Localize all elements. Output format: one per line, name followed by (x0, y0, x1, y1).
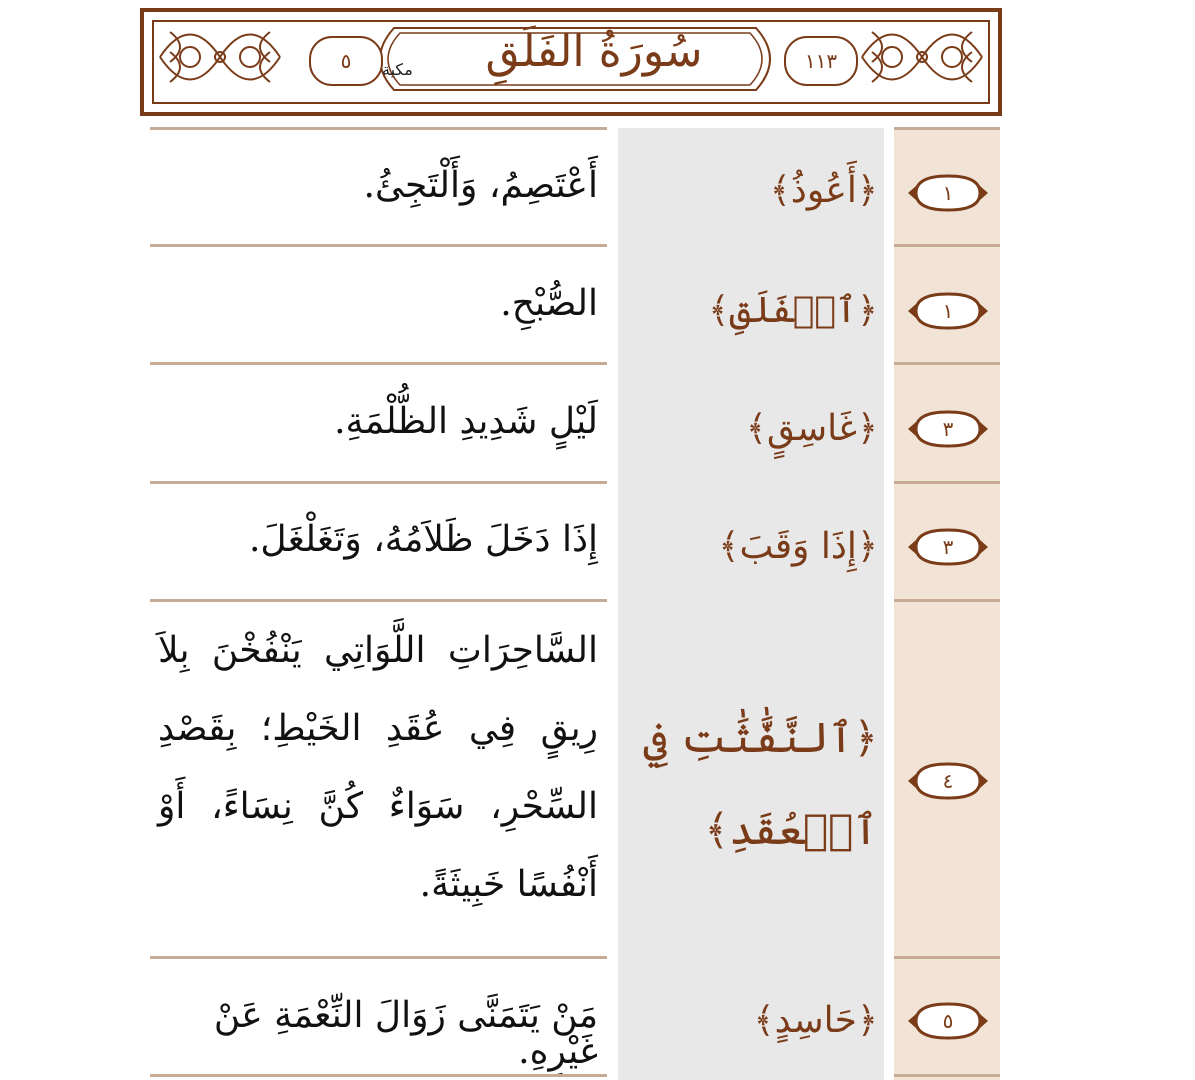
ayah-number-marker (906, 290, 990, 332)
revelation-type: مكية (382, 60, 413, 79)
quran-word: ﴿حَاسِدٍ﴾ (753, 1000, 878, 1041)
quran-word: ﴿ٱلۡفَلَقِ﴾ (708, 290, 878, 331)
quran-word: ﴿إِذَا وَقَبَ﴾ (718, 526, 878, 567)
row-divider (150, 481, 607, 484)
meaning-text: إِذَا دَخَلَ ظَلاَمُهُ، وَتَغَلْغَلَ. (248, 519, 598, 560)
meaning-text: السَّاحِرَاتِ اللَّوَاتِي يَنْفُخْنَ بِلاَ رِيقٍ فِي عُقَدِ الخَيْطِ؛ بِقَصْدِ السِّحْرِ، سَوَاءٌ كُنَّ نِسَاءً، أَوْ أَنْفُسًا خَبِيثَةً. (158, 630, 598, 905)
row-divider (894, 1074, 1000, 1077)
words-column (618, 128, 884, 1080)
ayah-number: ٤ (942, 769, 954, 793)
ayah-number-marker (906, 526, 990, 568)
surah-title: سُورَةُ الفَلَقِ (485, 26, 703, 77)
row-divider (150, 244, 607, 247)
quran-word: ﴿أَعُوذُ﴾ (769, 170, 878, 211)
ayah-number: ١ (942, 299, 954, 323)
surah-number-badge: ١١٣ (784, 36, 858, 86)
meaning-text: الصُّبْحِ. (500, 283, 598, 324)
arabesque-ornament-left-icon (150, 22, 300, 92)
row-divider (150, 956, 607, 959)
ayah-count-badge: ٥ (309, 36, 383, 86)
meaning-text: مَنْ يَتَمَنَّى زَوَالَ النِّعْمَةِ عَنْ غَيْرِهِ. (213, 995, 598, 1072)
row-divider (150, 362, 607, 365)
ayah-number: ١ (942, 181, 954, 205)
ayah-number: ٣ (942, 535, 954, 559)
row-divider (150, 1074, 607, 1077)
row-divider (894, 362, 1000, 365)
row-divider (894, 127, 1000, 130)
ayah-number-marker (906, 408, 990, 450)
tafsir-page (140, 0, 1002, 1080)
quran-word: ﴿ٱلنَّفَّٰثَٰتِ فِي ٱلۡعُقَدِ﴾ (643, 713, 878, 854)
row-divider (894, 599, 1000, 602)
ayah-number-marker (906, 1000, 990, 1042)
quran-word: ﴿غَاسِقٍ﴾ (745, 408, 878, 449)
ayah-number-column (894, 128, 1000, 1080)
meaning-text: لَيْلٍ شَدِيدِ الظُّلْمَةِ. (334, 401, 598, 442)
row-divider (894, 481, 1000, 484)
meaning-text: أَعْتَصِمُ، وَأَلْتَجِئُ. (363, 165, 598, 206)
row-divider (150, 127, 607, 130)
row-divider (150, 599, 607, 602)
row-divider (894, 956, 1000, 959)
surah-header-banner (140, 8, 1002, 116)
row-divider (894, 244, 1000, 247)
ayah-number: ٥ (942, 1009, 954, 1033)
ayah-number-marker (906, 760, 990, 802)
arabesque-ornament-right-icon (842, 22, 992, 92)
ayah-number: ٣ (942, 417, 954, 441)
ayah-number-marker (906, 172, 990, 214)
